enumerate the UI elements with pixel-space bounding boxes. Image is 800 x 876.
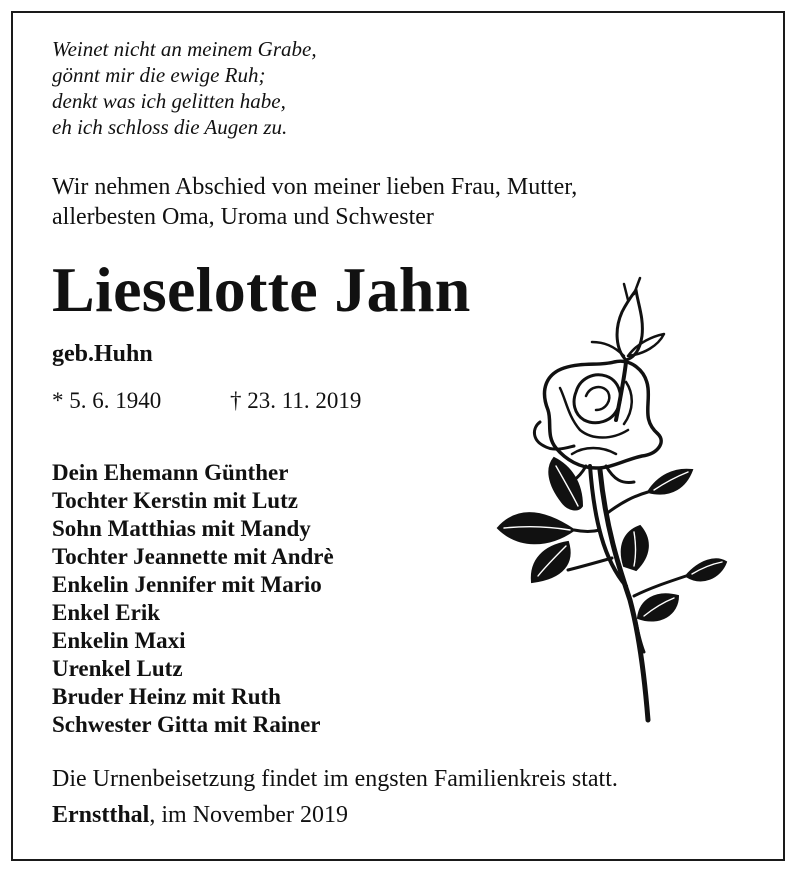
mourner-entry: Dein Ehemann Günther [52,460,289,485]
mourner-entry: Bruder Heinz mit Ruth [52,684,281,709]
poem [52,36,317,140]
mourner-entry: Enkelin Maxi [52,628,186,653]
rose-illustration-icon [488,270,728,730]
place-town: Ernstthal [52,802,150,828]
mourner-entry: Enkelin Jennifer mit Mario [52,572,322,597]
death-date: † 23. 11. 2019 [230,388,362,413]
burial-notice: Die Urnenbeisetzung findet im engsten Familienkreis statt. [52,766,618,792]
intro-line: allerbesten Oma, Uroma und Schwester [52,204,434,230]
life-dates [52,387,362,415]
intro-line: Wir nehmen Abschied von meiner lieben Frau, Mutter, [52,174,578,200]
place-date: , im November 2019 [149,802,348,828]
mourner-entry: Tochter Kerstin mit Lutz [52,488,298,513]
poem-line: denkt was ich gelitten habe, [52,89,286,113]
poem-line: eh ich schloss die Augen zu. [52,115,288,139]
place-and-date [52,800,348,830]
mourners-list [52,459,334,739]
mourner-entry: Urenkel Lutz [52,656,183,681]
poem-line: gönnt mir die ewige Ruh; [52,63,266,87]
birth-name: geb.Huhn [52,341,153,367]
mourner-entry: Tochter Jeannette mit Andrè [52,544,334,569]
poem-line: Weinet nicht an meinem Grabe, [52,37,317,61]
birth-date: * 5. 6. 1940 [52,388,162,413]
farewell-intro [52,172,577,232]
mourner-entry: Enkel Erik [52,600,161,625]
mourner-entry: Sohn Matthias mit Mandy [52,516,311,541]
deceased-name: Lieselotte Jahn [52,254,471,325]
mourner-entry: Schwester Gitta mit Rainer [52,712,321,737]
